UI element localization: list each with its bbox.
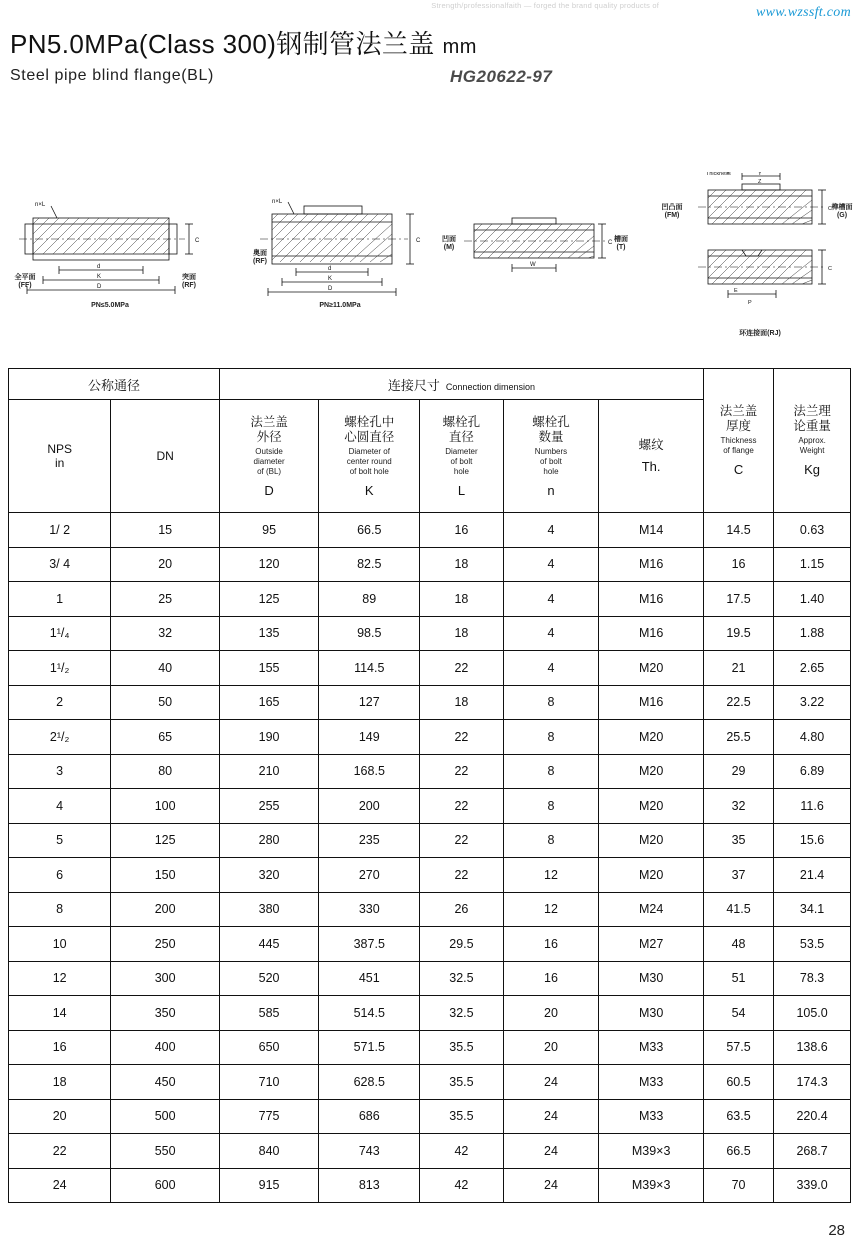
header-outside-diameter: 法兰盖 外径 Outside diameter of (BL) D (220, 400, 319, 513)
table-cell: M39×3 (599, 1134, 703, 1169)
table-cell: M30 (599, 996, 703, 1031)
table-cell: 339.0 (774, 1168, 851, 1203)
table-cell: 8 (503, 823, 599, 858)
table-cell: M24 (599, 892, 703, 927)
table-cell: 22 (420, 754, 503, 789)
table-cell: 6.89 (774, 754, 851, 789)
table-cell: 35.5 (420, 1099, 503, 1134)
drawing4-label-fm: 凹凸面 (FM) (661, 204, 683, 219)
table-cell: 5 (9, 823, 111, 858)
table-cell: 743 (319, 1134, 420, 1169)
table-cell: 20 (503, 996, 599, 1031)
table-cell: 6 (9, 858, 111, 893)
drawing-blind-flange-fm-g-rj (672, 172, 852, 322)
table-cell: M16 (599, 547, 703, 582)
table-cell: 4 (503, 651, 599, 686)
table-row (9, 754, 851, 789)
table-cell: 35.5 (420, 1065, 503, 1100)
table-cell: 89 (319, 582, 420, 617)
table-cell: 120 (220, 547, 319, 582)
table-cell: 18 (9, 1065, 111, 1100)
table-cell: 2 (9, 685, 111, 720)
table-cell: 40 (111, 651, 220, 686)
table-row (9, 547, 851, 582)
table-cell: 300 (111, 961, 220, 996)
table-cell: 280 (220, 823, 319, 858)
svg-text:d: d (97, 264, 101, 270)
table-cell: 22 (9, 1134, 111, 1169)
table-cell: 571.5 (319, 1030, 420, 1065)
table-cell: 15.6 (774, 823, 851, 858)
table-cell: 25.5 (703, 720, 773, 755)
table-cell: 585 (220, 996, 319, 1031)
table-cell: 1/ 2 (9, 513, 111, 548)
table-cell: 14.5 (703, 513, 773, 548)
table-cell: 168.5 (319, 754, 420, 789)
table-cell: M20 (599, 858, 703, 893)
table-cell: 200 (319, 789, 420, 824)
table-cell: 4 (503, 513, 599, 548)
table-cell: 125 (220, 582, 319, 617)
table-body (9, 513, 851, 1203)
table-cell: M27 (599, 927, 703, 962)
table-cell: 48 (703, 927, 773, 962)
svg-text:Thickness: Thickness (706, 172, 731, 177)
table-cell: M33 (599, 1099, 703, 1134)
table-cell: 26 (420, 892, 503, 927)
table-cell: 650 (220, 1030, 319, 1065)
table-cell: 8 (503, 685, 599, 720)
table-cell: 915 (220, 1168, 319, 1203)
svg-text:d: d (328, 266, 332, 272)
table-cell: 840 (220, 1134, 319, 1169)
table-cell: 1.15 (774, 547, 851, 582)
table-cell: 3.22 (774, 685, 851, 720)
table-cell: 20 (503, 1030, 599, 1065)
table-cell: M16 (599, 616, 703, 651)
header-weight: 法兰理 论重量 Approx. Weight Kg (774, 369, 851, 513)
table-cell: 21.4 (774, 858, 851, 893)
table-cell: 57.5 (703, 1030, 773, 1065)
table-cell: 34.1 (774, 892, 851, 927)
table-cell: M16 (599, 582, 703, 617)
table-cell: 1¹/₂ (9, 651, 111, 686)
drawing1-caption: PN≤5.0MPa (91, 302, 129, 309)
table-cell: 775 (220, 1099, 319, 1134)
table-cell: 22.5 (703, 685, 773, 720)
table-cell: 1.88 (774, 616, 851, 651)
table-cell: 24 (503, 1168, 599, 1203)
header-connection-cn: 连接尺寸 (387, 377, 440, 393)
table-cell: 12 (503, 892, 599, 927)
table-cell: M30 (599, 961, 703, 996)
table-row (9, 823, 851, 858)
table-cell: 29.5 (420, 927, 503, 962)
table-cell: 16 (9, 1030, 111, 1065)
table-cell: 1¹/₄ (9, 616, 111, 651)
table-cell: 95 (220, 513, 319, 548)
table-cell: M20 (599, 789, 703, 824)
table-cell: 63.5 (703, 1099, 773, 1134)
table-row (9, 961, 851, 996)
table-cell: 813 (319, 1168, 420, 1203)
svg-text:Y: Y (758, 172, 762, 177)
table-cell: 400 (111, 1030, 220, 1065)
page-subtitle: Steel pipe blind flange(BL) (10, 67, 214, 84)
table-cell: 138.6 (774, 1030, 851, 1065)
table-cell: 3 (9, 754, 111, 789)
table-cell: M39×3 (599, 1168, 703, 1203)
table-cell: 520 (220, 961, 319, 996)
header-dn: DN (111, 400, 220, 513)
table-cell: 320 (220, 858, 319, 893)
svg-text:D: D (328, 286, 333, 292)
table-cell: 80 (111, 754, 220, 789)
table-cell: 25 (111, 582, 220, 617)
table-cell: 35 (703, 823, 773, 858)
table-cell: 15 (111, 513, 220, 548)
table-cell: 98.5 (319, 616, 420, 651)
table-cell: 155 (220, 651, 319, 686)
table-cell: M33 (599, 1030, 703, 1065)
table-row (9, 513, 851, 548)
table-cell: 4 (503, 616, 599, 651)
table-cell: 42 (420, 1168, 503, 1203)
table-cell: 32.5 (420, 961, 503, 996)
table-cell: 18 (420, 582, 503, 617)
watermark-website: www.wzssft.com (756, 5, 851, 20)
table-cell: 66.5 (319, 513, 420, 548)
table-cell: 235 (319, 823, 420, 858)
table-cell: 18 (420, 547, 503, 582)
watermark-tagline: Strength/professionalfaith — forged the brand quality products of (431, 1, 659, 10)
table-cell: 220.4 (774, 1099, 851, 1134)
table-cell: 16 (703, 547, 773, 582)
table-cell: M14 (599, 513, 703, 548)
table-cell: 200 (111, 892, 220, 927)
table-cell: 628.5 (319, 1065, 420, 1100)
svg-text:W: W (530, 262, 536, 268)
flange-specification-table (8, 368, 851, 1203)
table-cell: 53.5 (774, 927, 851, 962)
table-cell: 4.80 (774, 720, 851, 755)
table-cell: 14 (9, 996, 111, 1031)
drawing-blind-flange-m-t (450, 212, 620, 290)
table-cell: 21 (703, 651, 773, 686)
svg-text:Z: Z (758, 179, 762, 185)
header-connection-dimension (220, 369, 704, 400)
table-cell: 65 (111, 720, 220, 755)
drawing3-label-m: 凹面 (M) (442, 236, 456, 251)
table-row (9, 685, 851, 720)
table-cell: 17.5 (703, 582, 773, 617)
table-cell: 22 (420, 858, 503, 893)
title-unit: mm (442, 36, 477, 58)
table-cell: 32.5 (420, 996, 503, 1031)
table-cell: 270 (319, 858, 420, 893)
page-title (10, 24, 850, 61)
table-cell: 22 (420, 823, 503, 858)
table-cell: 10 (9, 927, 111, 962)
table-cell: 514.5 (319, 996, 420, 1031)
table-cell: 22 (420, 651, 503, 686)
table-cell: 114.5 (319, 651, 420, 686)
table-cell: 11.6 (774, 789, 851, 824)
table-cell: 24 (503, 1099, 599, 1134)
title-chinese: PN5.0MPa(Class 300)钢制管法兰盖 (10, 29, 435, 59)
table-row (9, 858, 851, 893)
table-cell: 210 (220, 754, 319, 789)
table-cell: 70 (703, 1168, 773, 1203)
table-cell: 165 (220, 685, 319, 720)
header-bolt-hole-diameter: 螺栓孔 直径 Diameter of bolt hole L (420, 400, 503, 513)
table-cell: 125 (111, 823, 220, 858)
table-cell: 330 (319, 892, 420, 927)
table-cell: 20 (9, 1099, 111, 1134)
table-cell: 2.65 (774, 651, 851, 686)
table-cell: 450 (111, 1065, 220, 1100)
table-row (9, 996, 851, 1031)
table-cell: 250 (111, 927, 220, 962)
header-bolt-hole-number: 螺栓孔 数量 Numbers of bolt hole n (503, 400, 599, 513)
table-cell: M20 (599, 720, 703, 755)
table-cell: 3/ 4 (9, 547, 111, 582)
table-cell: 29 (703, 754, 773, 789)
drawing1-label-ff: 全平面 (FF) (14, 274, 36, 289)
header-connection-en: Connection dimension (445, 381, 535, 392)
table-cell: 18 (420, 685, 503, 720)
header-bolt-circle-diameter: 螺栓孔中 心圆直径 Diameter of center round of bolt hole K (319, 400, 420, 513)
table-cell: 24 (503, 1134, 599, 1169)
header-nominal-diameter: 公称通径 (9, 369, 220, 400)
table-cell: 105.0 (774, 996, 851, 1031)
svg-text:n×L: n×L (35, 202, 46, 208)
drawing1-label-rf: 突面 (RF) (182, 274, 196, 289)
svg-text:C: C (195, 238, 200, 244)
table-cell: 24 (9, 1168, 111, 1203)
svg-text:C: C (416, 238, 421, 244)
table-cell: 100 (111, 789, 220, 824)
table-cell: M20 (599, 754, 703, 789)
table-cell: 268.7 (774, 1134, 851, 1169)
table-cell: 19.5 (703, 616, 773, 651)
svg-text:n×L: n×L (272, 199, 283, 205)
table-cell: M16 (599, 685, 703, 720)
table-cell: 149 (319, 720, 420, 755)
table-cell: 8 (503, 789, 599, 824)
header-thread: 螺纹 Th. (599, 400, 703, 513)
svg-text:C: C (828, 266, 832, 272)
svg-text:C: C (828, 206, 832, 212)
header-thickness: 法兰盖 厚度 Thickness of flange C (703, 369, 773, 513)
table-cell: 380 (220, 892, 319, 927)
drawing2-caption: PN≥11.0MPa (319, 302, 361, 309)
table-cell: 8 (9, 892, 111, 927)
table-cell: 20 (111, 547, 220, 582)
table-row (9, 720, 851, 755)
svg-text:K: K (97, 274, 102, 280)
table-cell: 600 (111, 1168, 220, 1203)
table-row (9, 927, 851, 962)
table-cell: 66.5 (703, 1134, 773, 1169)
table-cell: 445 (220, 927, 319, 962)
table-row (9, 1134, 851, 1169)
svg-text:E: E (734, 288, 738, 294)
table-cell: M20 (599, 651, 703, 686)
table-cell: 51 (703, 961, 773, 996)
table-cell: 35.5 (420, 1030, 503, 1065)
table-row (9, 892, 851, 927)
table-cell: 1.40 (774, 582, 851, 617)
table-cell: M33 (599, 1065, 703, 1100)
drawings-band (0, 150, 859, 360)
svg-text:C: C (608, 240, 613, 246)
svg-text:P: P (748, 300, 752, 306)
table-cell: 550 (111, 1134, 220, 1169)
table-cell: 127 (319, 685, 420, 720)
table-row (9, 651, 851, 686)
table-cell: 16 (503, 961, 599, 996)
table-cell: 686 (319, 1099, 420, 1134)
table-cell: 1 (9, 582, 111, 617)
table-cell: 4 (503, 582, 599, 617)
table-cell: 16 (420, 513, 503, 548)
table-cell: M20 (599, 823, 703, 858)
table-row (9, 582, 851, 617)
table-cell: 2¹/₂ (9, 720, 111, 755)
table-cell: 24 (503, 1065, 599, 1100)
header-nps: NPS in (9, 400, 111, 513)
table-cell: 60.5 (703, 1065, 773, 1100)
drawing4-label-g: 榫槽面 (G) (831, 204, 853, 219)
table-cell: 50 (111, 685, 220, 720)
table-cell: 32 (111, 616, 220, 651)
drawing3-label-t: 槽面 (T) (614, 236, 628, 251)
watermark-bar (0, 0, 859, 22)
table-cell: 4 (503, 547, 599, 582)
table-cell: 387.5 (319, 927, 420, 962)
table-cell: 41.5 (703, 892, 773, 927)
table-cell: 12 (503, 858, 599, 893)
table-cell: 12 (9, 961, 111, 996)
table-cell: 22 (420, 720, 503, 755)
table-row (9, 1030, 851, 1065)
table-cell: 135 (220, 616, 319, 651)
table-cell: 78.3 (774, 961, 851, 996)
drawing-blind-flange-ff-rf (5, 198, 215, 308)
table-cell: 451 (319, 961, 420, 996)
table-cell: 22 (420, 789, 503, 824)
table-cell: 190 (220, 720, 319, 755)
table-row (9, 1168, 851, 1203)
table-cell: 18 (420, 616, 503, 651)
table-cell: 710 (220, 1065, 319, 1100)
table-row (9, 1065, 851, 1100)
table-cell: 8 (503, 720, 599, 755)
standard-code: HG20622-97 (450, 67, 553, 86)
table-cell: 82.5 (319, 547, 420, 582)
table-cell: 54 (703, 996, 773, 1031)
table-cell: 42 (420, 1134, 503, 1169)
table-cell: 350 (111, 996, 220, 1031)
table-row (9, 616, 851, 651)
table-cell: 500 (111, 1099, 220, 1134)
drawing2-label-rf: 奥面 (RF) (253, 250, 267, 265)
table-cell: 174.3 (774, 1065, 851, 1100)
table-cell: 32 (703, 789, 773, 824)
svg-text:D: D (97, 284, 102, 290)
table-cell: 37 (703, 858, 773, 893)
table-cell: 0.63 (774, 513, 851, 548)
drawing4-label-rj: 环连接面(RJ) (739, 330, 781, 337)
page-number: 28 (828, 1222, 845, 1239)
table-cell: 8 (503, 754, 599, 789)
table-cell: 16 (503, 927, 599, 962)
svg-text:K: K (328, 276, 333, 282)
table-row (9, 1099, 851, 1134)
table-cell: 4 (9, 789, 111, 824)
page-title-block (10, 24, 850, 91)
table-cell: 255 (220, 789, 319, 824)
table-row (9, 789, 851, 824)
table-cell: 150 (111, 858, 220, 893)
